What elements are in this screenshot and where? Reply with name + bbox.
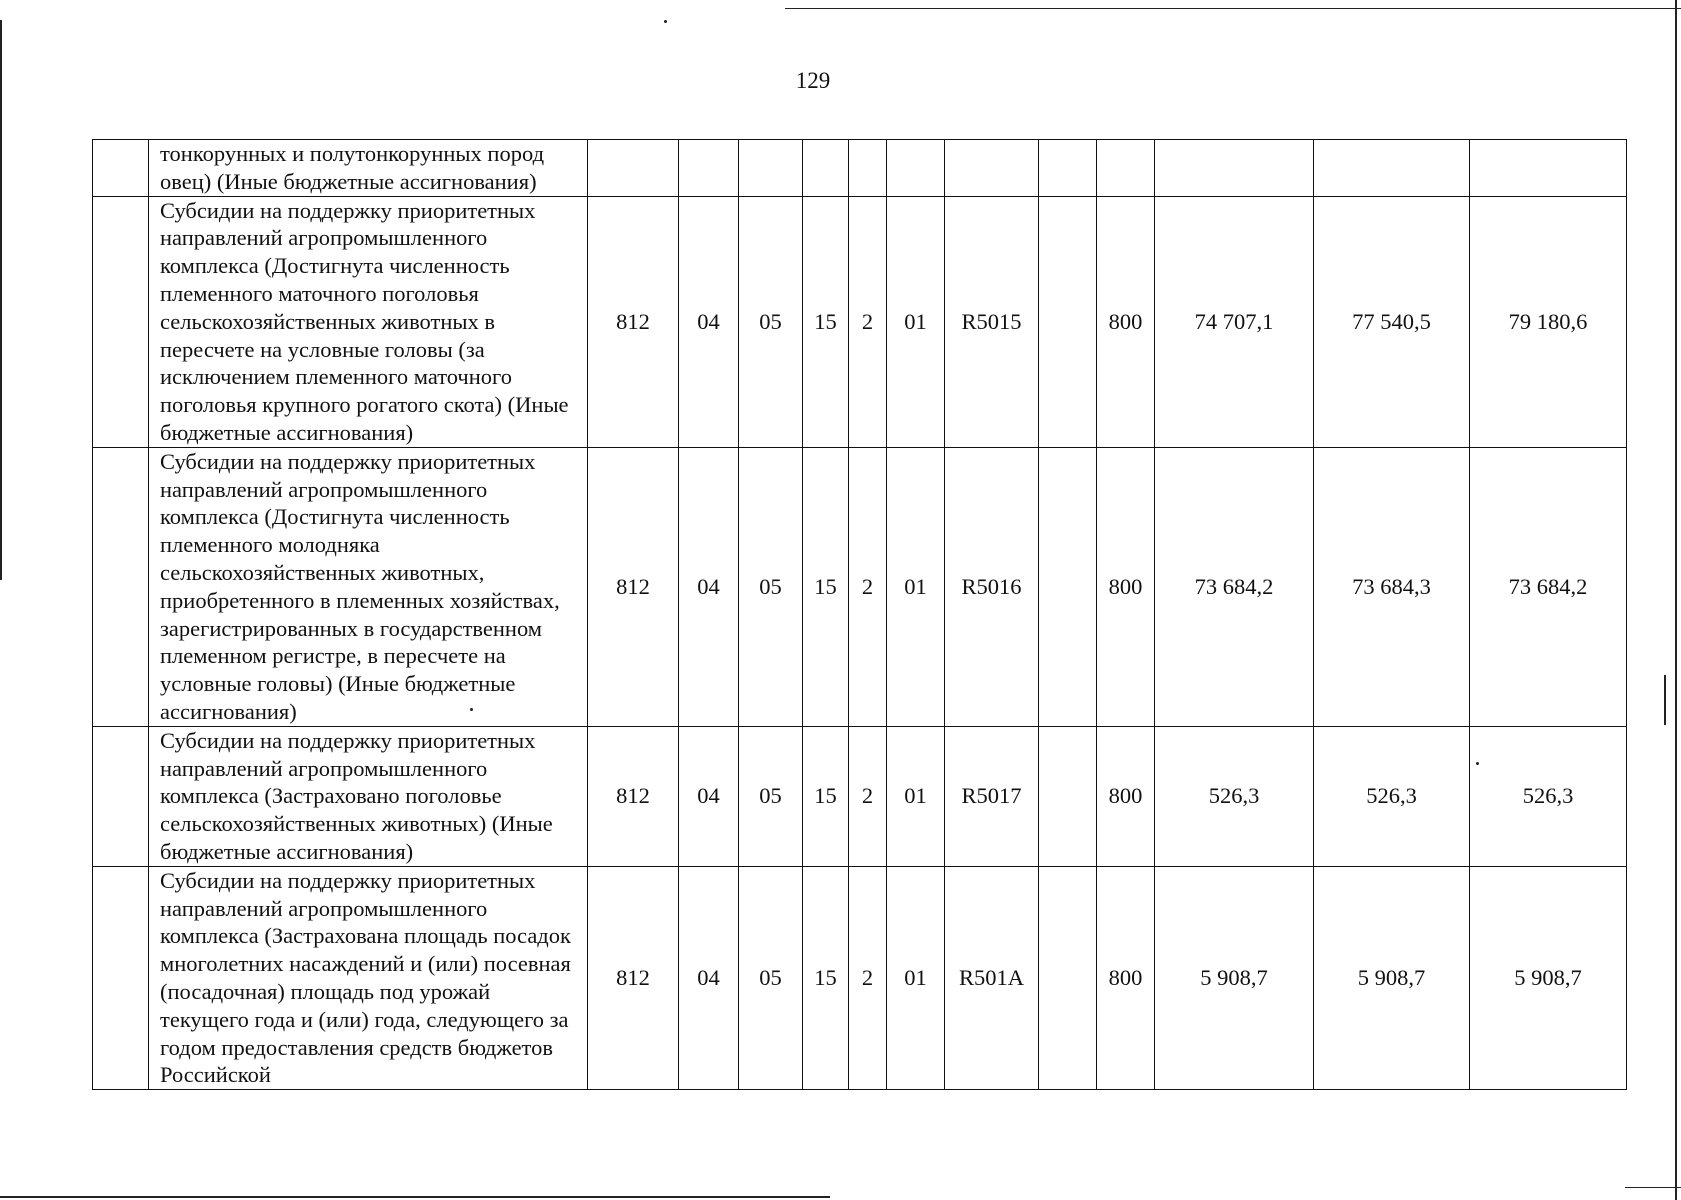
amount-year-2: 5 908,7 bbox=[1314, 866, 1470, 1089]
table-row bbox=[93, 196, 1627, 447]
row-index-cell bbox=[93, 866, 149, 1089]
amount-year-3: 5 908,7 bbox=[1470, 866, 1627, 1089]
scan-mark-right bbox=[1664, 675, 1666, 725]
extra-code bbox=[1039, 726, 1097, 866]
row-description: Субсидии на поддержку приоритетных направлений агропромышленного комплекса (Застрахована площадь посадок многолетних насаждений и (или) посевная (посадочная) площадь под урожай текущего года и (или) года, следующего за годом предоставления средств бюджетов Российской bbox=[149, 866, 588, 1089]
program-code bbox=[803, 140, 849, 197]
direction-code: R5016 bbox=[945, 447, 1039, 726]
direction-code: R501A bbox=[945, 866, 1039, 1089]
amount-year-3: 526,3 bbox=[1470, 726, 1627, 866]
amount-year-3: 73 684,2 bbox=[1470, 447, 1627, 726]
table-row bbox=[93, 866, 1627, 1089]
subprogram-code: 2 bbox=[849, 726, 887, 866]
section-code: 04 bbox=[679, 196, 739, 447]
expense-type-code: 800 bbox=[1097, 196, 1155, 447]
ministry-code: 812 bbox=[588, 726, 679, 866]
event-code: 01 bbox=[887, 196, 945, 447]
expense-type-code: 800 bbox=[1097, 726, 1155, 866]
extra-code bbox=[1039, 447, 1097, 726]
direction-code: R5015 bbox=[945, 196, 1039, 447]
amount-year-1: 526,3 bbox=[1155, 726, 1314, 866]
table-row bbox=[93, 140, 1627, 197]
subsection-code: 05 bbox=[739, 447, 803, 726]
amount-year-2: 73 684,3 bbox=[1314, 447, 1470, 726]
expense-type-code: 800 bbox=[1097, 866, 1155, 1089]
extra-code bbox=[1039, 196, 1097, 447]
ministry-code: 812 bbox=[588, 866, 679, 1089]
scan-edge-left bbox=[0, 20, 2, 580]
row-index-cell bbox=[93, 140, 149, 197]
direction-code: R5017 bbox=[945, 726, 1039, 866]
scan-edge-bottom bbox=[0, 1196, 830, 1198]
row-index-cell bbox=[93, 196, 149, 447]
section-code bbox=[679, 140, 739, 197]
table-row bbox=[93, 447, 1627, 726]
scan-speck bbox=[664, 20, 667, 23]
row-description: Субсидии на поддержку приоритетных направлений агропромышленного комплекса (Достигнута численность племенного маточного поголовья сельскохозяйственных животных в пересчете на условные головы (за исключением племенного маточного поголовья крупного рогатого скота) (Иные бюджетные ассигнования) bbox=[149, 196, 588, 447]
budget-table bbox=[92, 139, 1627, 1090]
program-code: 15 bbox=[803, 866, 849, 1089]
direction-code bbox=[945, 140, 1039, 197]
event-code: 01 bbox=[887, 447, 945, 726]
amount-year-1: 73 684,2 bbox=[1155, 447, 1314, 726]
row-index-cell bbox=[93, 726, 149, 866]
amount-year-1 bbox=[1155, 140, 1314, 197]
expense-type-code bbox=[1097, 140, 1155, 197]
subprogram-code: 2 bbox=[849, 447, 887, 726]
program-code: 15 bbox=[803, 726, 849, 866]
scan-edge-bottom-right bbox=[1625, 1187, 1681, 1188]
subprogram-code: 2 bbox=[849, 196, 887, 447]
extra-code bbox=[1039, 140, 1097, 197]
amount-year-2 bbox=[1314, 140, 1470, 197]
amount-year-2: 77 540,5 bbox=[1314, 196, 1470, 447]
amount-year-2: 526,3 bbox=[1314, 726, 1470, 866]
section-code: 04 bbox=[679, 866, 739, 1089]
program-code: 15 bbox=[803, 196, 849, 447]
row-index-cell bbox=[93, 447, 149, 726]
ministry-code: 812 bbox=[588, 196, 679, 447]
subsection-code bbox=[739, 140, 803, 197]
ministry-code bbox=[588, 140, 679, 197]
ministry-code: 812 bbox=[588, 447, 679, 726]
page-number: 129 bbox=[795, 68, 831, 93]
amount-year-3: 79 180,6 bbox=[1470, 196, 1627, 447]
scan-edge-top bbox=[785, 8, 1681, 9]
scan-speck bbox=[470, 708, 473, 711]
subprogram-code: 2 bbox=[849, 866, 887, 1089]
subsection-code: 05 bbox=[739, 866, 803, 1089]
table-row bbox=[93, 726, 1627, 866]
scan-speck bbox=[1476, 762, 1479, 765]
extra-code bbox=[1039, 866, 1097, 1089]
row-description: Субсидии на поддержку приоритетных направлений агропромышленного комплекса (Застраховано поголовье сельскохозяйственных животных) (Иные бюджетные ассигнования) bbox=[149, 726, 588, 866]
amount-year-3 bbox=[1470, 140, 1627, 197]
subsection-code: 05 bbox=[739, 196, 803, 447]
expense-type-code: 800 bbox=[1097, 447, 1155, 726]
subsection-code: 05 bbox=[739, 726, 803, 866]
section-code: 04 bbox=[679, 726, 739, 866]
event-code bbox=[887, 140, 945, 197]
amount-year-1: 74 707,1 bbox=[1155, 196, 1314, 447]
row-description: тонкорунных и полутонкорунных пород овец) (Иные бюджетные ассигнования) bbox=[149, 140, 588, 197]
scan-edge-right bbox=[1675, 0, 1677, 1200]
section-code: 04 bbox=[679, 447, 739, 726]
subprogram-code bbox=[849, 140, 887, 197]
row-description: Субсидии на поддержку приоритетных направлений агропромышленного комплекса (Достигнута численность племенного молодняка сельскохозяйственных животных, приобретенного в племенных хозяйствах, зарегистрированных в государственном племенном регистре, в пересчете на условные головы) (Иные бюджетные ассигнования) bbox=[149, 447, 588, 726]
event-code: 01 bbox=[887, 866, 945, 1089]
amount-year-1: 5 908,7 bbox=[1155, 866, 1314, 1089]
event-code: 01 bbox=[887, 726, 945, 866]
program-code: 15 bbox=[803, 447, 849, 726]
